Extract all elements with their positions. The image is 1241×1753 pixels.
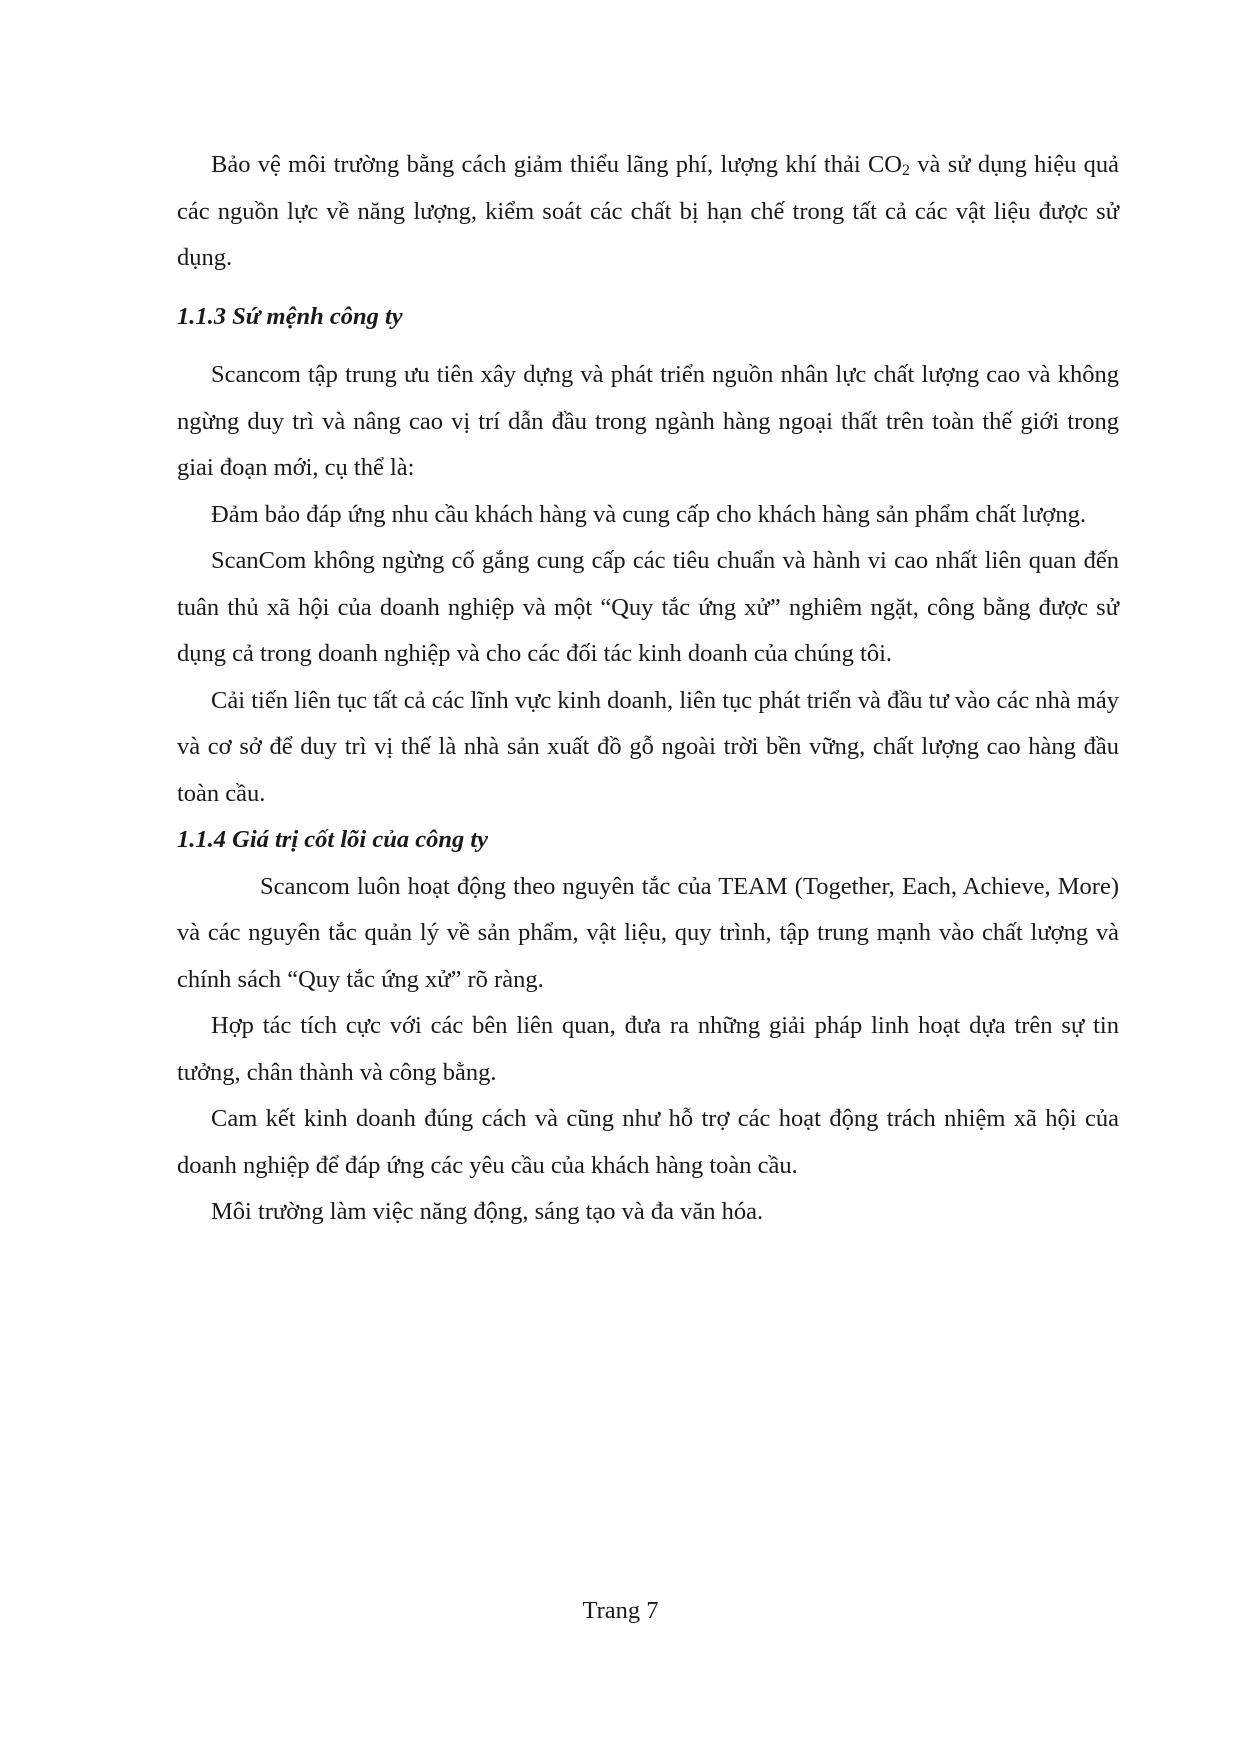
paragraph-values-team: Scancom luôn hoạt động theo nguyên tắc của TEAM (Together, Each, Achieve, More) và các nguyên tắc quản lý về sản phẩm, vật liệu, quy trình, tập trung mạnh vào chất lượng và chính sách “Quy tắc ứng xử” rõ ràng.: [177, 872, 1119, 993]
paragraph-environment-post: và sử dụng hiệu quả các nguồn lực về năng lượng, kiểm soát các chất bị hạn chế trong tất cả các vật liệu được sử dụng.: [177, 151, 1119, 271]
paragraph-values-commitment: Cam kết kinh doanh đúng cách và cũng như hỗ trợ các hoạt động trách nhiệm xã hội của doanh nghiệp để đáp ứng các yêu cầu của khách hàng toàn cầu.: [177, 1105, 1119, 1179]
co2-subscript: 2: [902, 162, 910, 179]
page-number: Trang 7: [582, 1597, 659, 1624]
paragraph-environment-pre: Bảo vệ môi trường bằng cách giảm thiểu lãng phí, lượng khí thải CO: [211, 151, 902, 178]
paragraph-mission-improvement: Cải tiến liên tục tất cả các lĩnh vực kinh doanh, liên tục phát triển và đầu tư vào các nhà máy và cơ sở để duy trì vị thế là nhà sản xuất đồ gỗ ngoài trời bền vững, chất lượng cao hàng đầu toàn cầu.: [177, 686, 1119, 807]
paragraph-values-cooperation: Hợp tác tích cực với các bên liên quan, đưa ra những giải pháp linh hoạt dựa trên sự tin tưởng, chân thành và công bằng.: [177, 1012, 1119, 1086]
paragraph-mission-intro: Scancom tập trung ưu tiên xây dựng và phát triển nguồn nhân lực chất lượng cao và không ngừng duy trì và nâng cao vị trí dẫn đầu trong ngành hàng ngoại thất trên toàn thế giới trong giai đoạn mới, cụ thể là:: [177, 361, 1119, 481]
page-content: [177, 142, 1119, 1236]
paragraph-mission-code-of-conduct: ScanCom không ngừng cố gắng cung cấp các tiêu chuẩn và hành vi cao nhất liên quan đến tuân thủ xã hội của doanh nghiệp và một “Quy tắc ứng xử” nghiêm ngặt, công bằng được sử dụng cả trong doanh nghiệp và cho các đối tác kinh doanh của chúng tôi.: [177, 547, 1119, 667]
paragraph-mission-quality: Đảm bảo đáp ứng nhu cầu khách hàng và cung cấp cho khách hàng sản phẩm chất lượng.: [211, 500, 1086, 528]
paragraph-values-environment: Môi trường làm việc năng động, sáng tạo và đa văn hóa.: [211, 1198, 764, 1225]
heading-core-values: 1.1.4 Giá trị cốt lõi của công ty: [177, 826, 488, 853]
heading-mission: 1.1.3 Sứ mệnh công ty: [177, 302, 403, 330]
paragraph-environment: [177, 142, 1119, 282]
